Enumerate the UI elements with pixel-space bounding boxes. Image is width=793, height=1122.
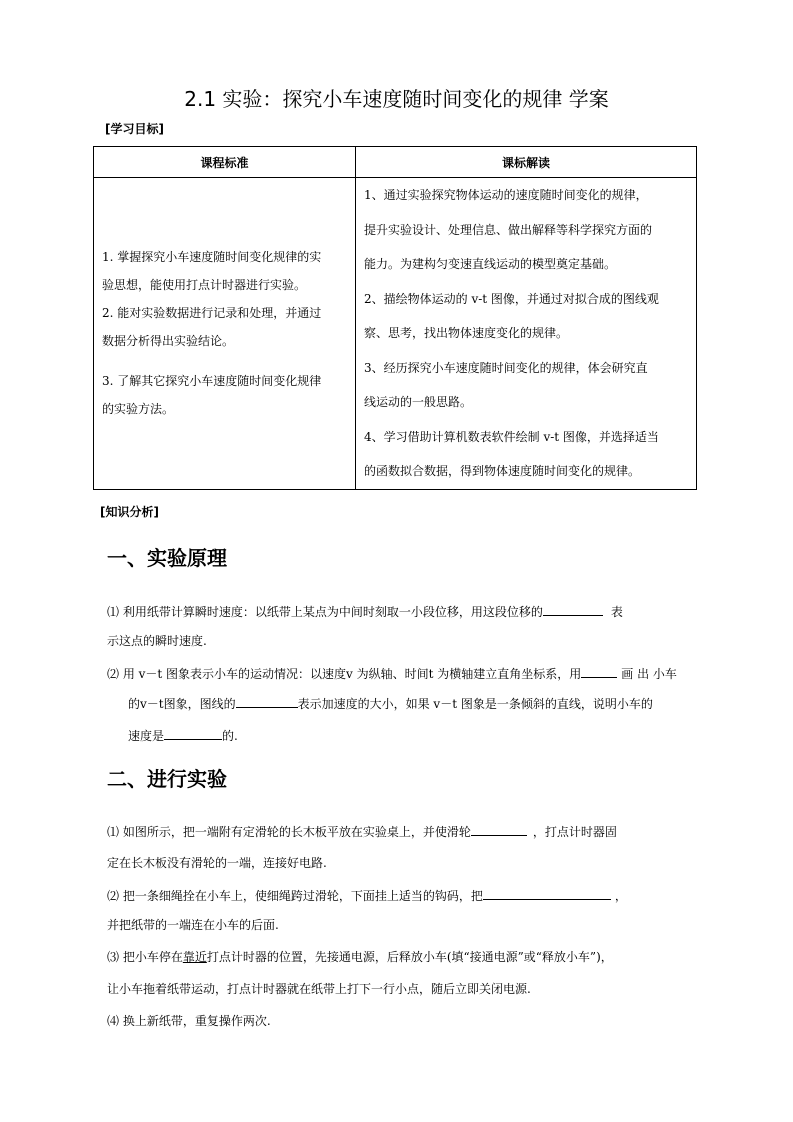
text-segment: 的v－t图象，图线的: [128, 697, 236, 711]
text-segment: 速度是: [128, 729, 165, 743]
interpretation-line: 提升实验设计、处理信息、做出解释等科学探究方面的: [364, 222, 653, 237]
interpretation-line: 的函数拟合数据，得到物体速度随时间变化的规律。: [364, 464, 641, 478]
header-standard-interpretation: 课标解读: [356, 147, 697, 178]
procedure-item-2-line2: 并把纸带的一端连在小车的后面.: [107, 918, 279, 932]
standard-line: 3. 了解其它探究小车速度随时间变化规律: [102, 374, 322, 389]
principle-item-2-line2: [128, 695, 653, 712]
procedure-item-1-line1: [107, 823, 617, 840]
interpretation-line: 能力。为建构匀变速直线运动的模型奠定基础。: [364, 257, 617, 271]
document-title: 2.1 实验：探究小车速度随时间变化的规律 学案: [184, 87, 609, 111]
interpretation-line: 线运动的一般思路。: [364, 395, 473, 409]
principle-item-2-line3: [128, 727, 238, 744]
procedure-item-1-line2: 定在长木板没有滑轮的一端，连接好电路.: [107, 856, 327, 870]
standard-line: 验思想，能使用打点计时器进行实验。: [102, 278, 307, 293]
text-segment: 表: [610, 605, 623, 619]
standard-line: 的实验方法。: [102, 402, 175, 417]
interpretation-line: 1、通过实验探究物体运动的速度随时间变化的规律，: [364, 188, 648, 202]
text-segment: ⑵ 把一条细绳拴在小车上，使细绳跨过滑轮，下面挂上适当的钩码，把: [107, 889, 483, 903]
filled-answer: 靠近: [182, 950, 207, 964]
principle-item-1-line2: 示这点的瞬时速度.: [107, 634, 207, 648]
text-segment: ⑶ 把小车停在: [107, 950, 183, 964]
interpretation-line: 3、经历探究小车速度随时间变化的规律，体会研究直: [364, 360, 648, 375]
text-segment: ，打点计时器固: [532, 825, 617, 839]
answer-blank[interactable]: [543, 603, 603, 616]
procedure-item-3-line2: 让小车拖着纸带运动，打点计时器就在纸带上打下一行小点，随后立即关闭电源.: [107, 982, 531, 996]
text-segment: 的.: [222, 729, 238, 743]
section-heading-principle: 一、实验原理: [107, 546, 227, 570]
procedure-item-3-line1: [107, 949, 613, 965]
text-segment: ，: [614, 889, 627, 903]
text-segment: ⑵ 用 v－t 图象表示小车的运动情况：以速度v 为纵轴、时间t 为横轴建立直角坐标系，用: [107, 667, 582, 681]
procedure-item-2-line1: [107, 887, 627, 904]
course-standard-cell: [94, 178, 356, 490]
standard-line: 2. 能对实验数据进行记录和处理，并通过: [102, 306, 322, 321]
section-heading-procedure: 二、进行实验: [107, 767, 227, 791]
text-segment: 表示加速度的大小，如果 v－t 图象是一条倾斜的直线，说明小车的: [297, 697, 653, 711]
procedure-item-4: ⑷ 换上新纸带，重复操作两次.: [107, 1014, 271, 1028]
interpretation-line: 4、学习借助计算机数表软件绘制 v-t 图像，并选择适当: [364, 429, 659, 444]
principle-item-1-line1: [107, 603, 623, 620]
answer-blank[interactable]: [581, 665, 617, 678]
answer-blank[interactable]: [483, 887, 611, 900]
answer-blank[interactable]: [236, 695, 298, 708]
header-course-standard: 课程标准: [94, 147, 356, 178]
interpretation-line: 察、思考，找出物体速度变化的规律。: [364, 326, 569, 340]
learning-goals-label: [学习目标]: [105, 122, 164, 136]
interpretation-cell: [356, 178, 697, 490]
text-segment: ⑴ 利用纸带计算瞬时速度：以纸带上某点为中间时刻取一小段位移，用这段位移的: [107, 605, 543, 619]
interpretation-line: 2、描绘物体运动的 v-t 图像，并通过对拟合成的图线观: [364, 291, 659, 306]
learning-goals-table: [93, 146, 697, 490]
text-segment: 画 出 小车: [621, 667, 677, 681]
standard-line: 1. 掌握探究小车速度随时间变化规律的实: [102, 250, 322, 265]
answer-blank[interactable]: [471, 823, 527, 836]
text-segment: ⑴ 如图所示，把一端附有定滑轮的长木板平放在实验桌上，并使滑轮: [107, 825, 471, 839]
knowledge-analysis-label: [知识分析]: [100, 505, 159, 519]
standard-line: 数据分析得出实验结论。: [102, 334, 235, 349]
text-segment: 打点计时器的位置，先接通电源，后释放小车(填“接通电源”或“释放小车”)，: [206, 950, 613, 964]
principle-item-2-line1: [107, 665, 677, 682]
answer-blank[interactable]: [164, 727, 222, 740]
